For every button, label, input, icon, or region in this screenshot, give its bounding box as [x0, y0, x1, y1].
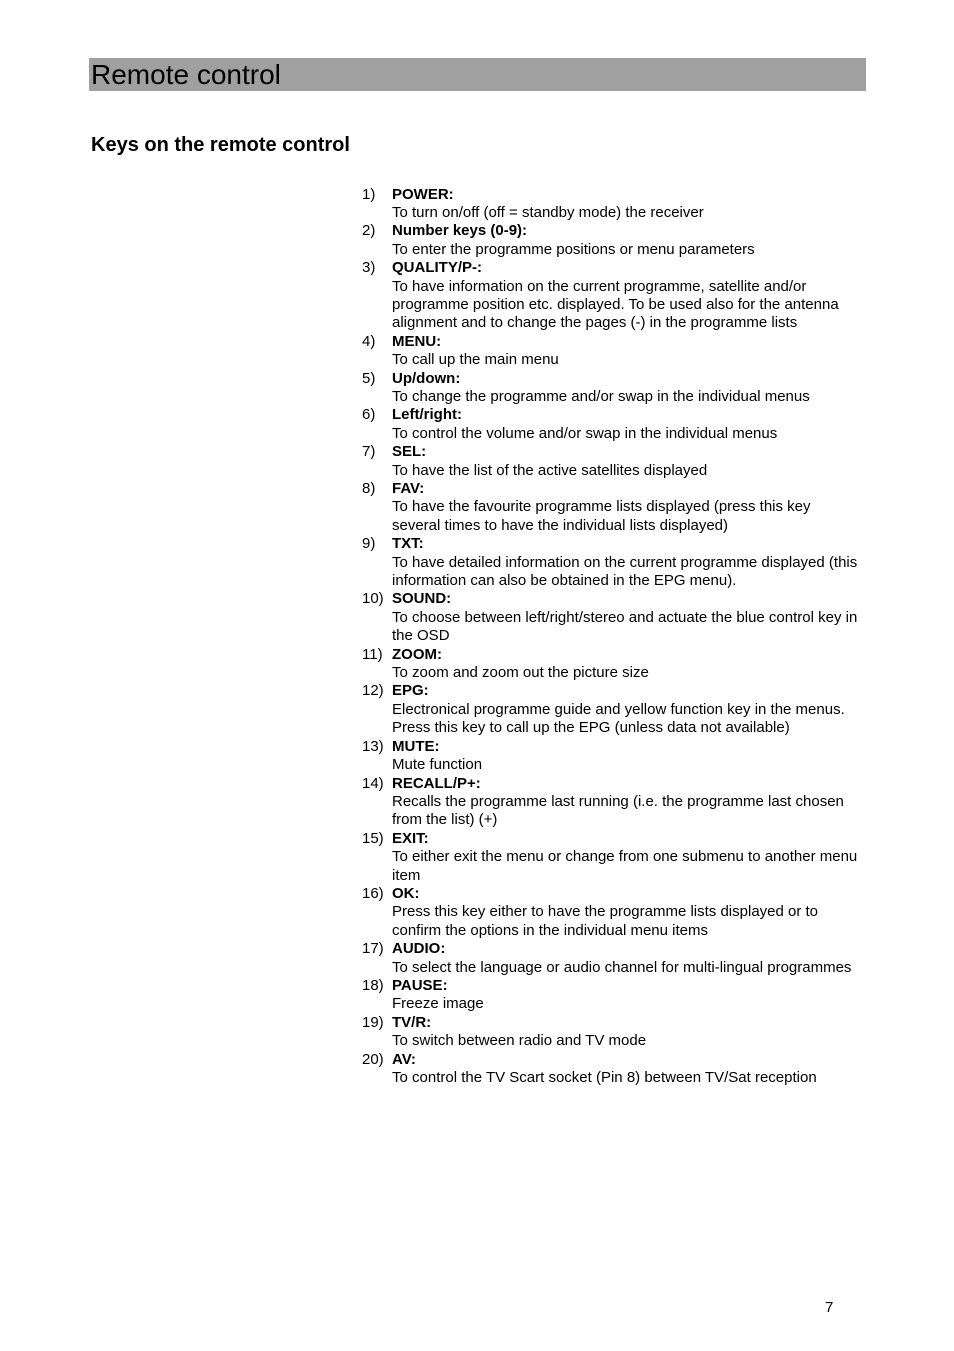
item-number: 19): [362, 1013, 384, 1031]
key-description: To have the favourite programme lists displayed (press this key several times to have the individual lists displayed): [392, 498, 811, 534]
item-number: 16): [362, 884, 384, 902]
key-name: Number keys (0-9):: [392, 222, 528, 240]
key-name: OK:: [392, 884, 420, 902]
item-number: 17): [362, 940, 384, 958]
list-item: [362, 738, 862, 775]
list-item: [362, 885, 862, 940]
key-description: Freeze image: [392, 995, 484, 1013]
key-name: ZOOM:: [392, 645, 442, 663]
list-item: [362, 186, 862, 223]
list-item: [362, 333, 862, 370]
key-description: To choose between left/right/stereo and actuate the blue control key in the OSD: [392, 608, 858, 645]
key-description: To have information on the current programme, satellite and/or programme position etc. displayed. To be used also for the antenna alignment and to change the pages (-) in the programme lists: [392, 277, 839, 332]
section-heading: Keys on the remote control: [91, 134, 350, 156]
list-item: [362, 977, 862, 1014]
key-description: Press this key either to have the programme lists displayed or to confirm the options in the individual menu items: [392, 903, 819, 939]
list-item: [362, 830, 862, 885]
key-name: AV:: [392, 1050, 416, 1068]
item-number: 20): [362, 1050, 384, 1068]
key-description: To change the programme and/or swap in the individual menus: [392, 387, 810, 405]
item-number: 8): [362, 480, 376, 497]
item-number: 4): [362, 332, 376, 350]
list-item: [362, 775, 862, 830]
item-number: 14): [362, 774, 384, 792]
key-name: EXIT:: [392, 829, 429, 847]
key-name: PAUSE:: [392, 976, 448, 994]
item-number: 10): [362, 590, 384, 608]
key-name: SOUND:: [392, 590, 452, 608]
item-number: 18): [362, 976, 384, 994]
key-description: To control the volume and/or swap in the individual menus: [392, 424, 778, 442]
key-description: To have the list of the active satellites displayed: [392, 461, 708, 479]
key-name: EPG:: [392, 682, 429, 700]
key-description: Mute function: [392, 756, 483, 774]
key-description: To control the TV Scart socket (Pin 8) between TV/Sat reception: [392, 1069, 817, 1086]
item-number: 9): [362, 535, 376, 553]
key-name: SEL:: [392, 443, 427, 461]
key-name: MUTE:: [392, 737, 440, 755]
item-number: 3): [362, 259, 376, 277]
key-name: Left/right:: [392, 406, 462, 424]
key-name: Up/down:: [392, 369, 461, 387]
list-item: [362, 370, 862, 407]
key-name: QUALITY/P-:: [392, 259, 482, 277]
key-name: TXT:: [392, 535, 424, 553]
item-number: 6): [362, 406, 376, 424]
item-number: 12): [362, 682, 384, 700]
list-item: [362, 1051, 862, 1088]
list-item: [362, 406, 862, 443]
key-name: MENU:: [392, 332, 442, 350]
key-description: To enter the programme positions or menu parameters: [392, 240, 755, 258]
item-number: 7): [362, 443, 376, 461]
key-name: AUDIO:: [392, 940, 446, 958]
list-item: [362, 222, 862, 259]
list-item: [362, 646, 862, 683]
item-number: 1): [362, 185, 376, 203]
item-number: 11): [362, 645, 383, 663]
list-item: [362, 1014, 862, 1051]
list-item: [362, 590, 862, 645]
item-number: 15): [362, 829, 384, 847]
key-description: To call up the main menu: [392, 351, 559, 369]
item-number: 2): [362, 222, 376, 240]
key-description: To switch between radio and TV mode: [392, 1032, 647, 1050]
key-description: To select the language or audio channel for multi-lingual programmes: [392, 958, 852, 976]
key-name: TV/R:: [392, 1013, 432, 1031]
key-description: To have detailed information on the current programme displayed (this information can also be obtained in the EPG menu).: [392, 553, 858, 590]
list-item: [362, 940, 862, 977]
key-description: To either exit the menu or change from one submenu to another menu item: [392, 848, 858, 884]
list-item: [362, 259, 862, 333]
list-item: [362, 535, 862, 590]
key-description: Recalls the programme last running (i.e. the programme last chosen from the list) (+): [392, 792, 844, 829]
key-description: To turn on/off (off = standby mode) the receiver: [392, 203, 704, 221]
list-item: [362, 443, 862, 480]
key-name: FAV:: [392, 480, 425, 497]
item-number: 5): [362, 369, 376, 387]
page-number: 7: [825, 1299, 834, 1316]
key-description: To zoom and zoom out the picture size: [392, 664, 649, 682]
key-description: Electronical programme guide and yellow function key in the menus. Press this key to call up the EPG (unless data not available): [392, 700, 845, 737]
item-number: 13): [362, 737, 384, 755]
key-name: POWER:: [392, 185, 454, 203]
page-title: Remote control: [89, 58, 866, 91]
key-list: [362, 186, 862, 1088]
list-item: [362, 682, 862, 737]
list-item: [362, 480, 862, 535]
key-name: RECALL/P+:: [392, 774, 481, 792]
